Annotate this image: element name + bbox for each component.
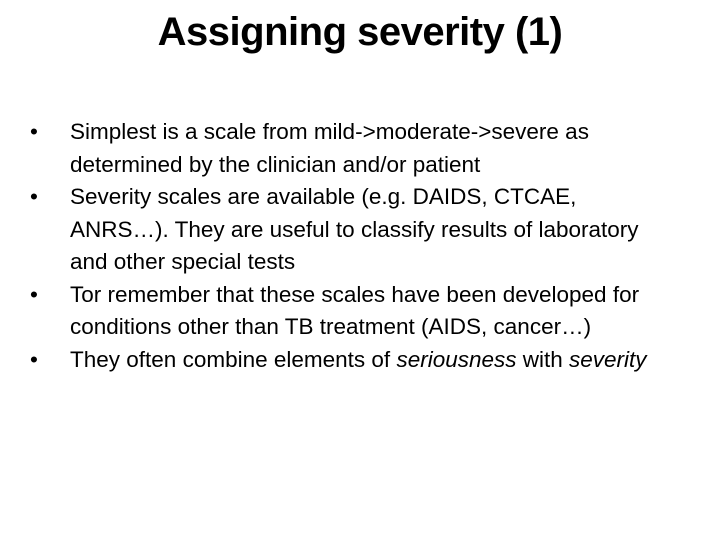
bullet-item: [30, 344, 670, 377]
bullet-marker: •: [30, 281, 38, 307]
bullet-item: [30, 279, 670, 344]
bullet-text-part: They often combine elements of: [70, 346, 397, 372]
bullet-text: Severity scales are available (e.g. DAIDS, CTCAE, ANRS…). They are useful to classify results of laboratory and other special tests: [70, 184, 639, 274]
bullet-text-part: with: [516, 346, 570, 372]
bullet-list: [30, 116, 670, 376]
bullet-item: [30, 181, 670, 279]
bullet-marker: •: [30, 184, 38, 209]
bullet-item: [30, 116, 670, 181]
bullet-text: Simplest is a scale from mild->moderate->severe as determined by the clinician and/or patient: [70, 119, 589, 177]
emphasis-seriousness: seriousness: [396, 346, 517, 372]
slide-title: Assigning severity (1): [157, 10, 563, 54]
bullet-text: Tor remember that these scales have been developed for conditions other than TB treatment (AIDS, cancer…): [70, 281, 640, 339]
bullet-marker: •: [30, 119, 38, 144]
emphasis-severity: severity: [569, 346, 647, 372]
bullet-marker: •: [30, 346, 38, 372]
